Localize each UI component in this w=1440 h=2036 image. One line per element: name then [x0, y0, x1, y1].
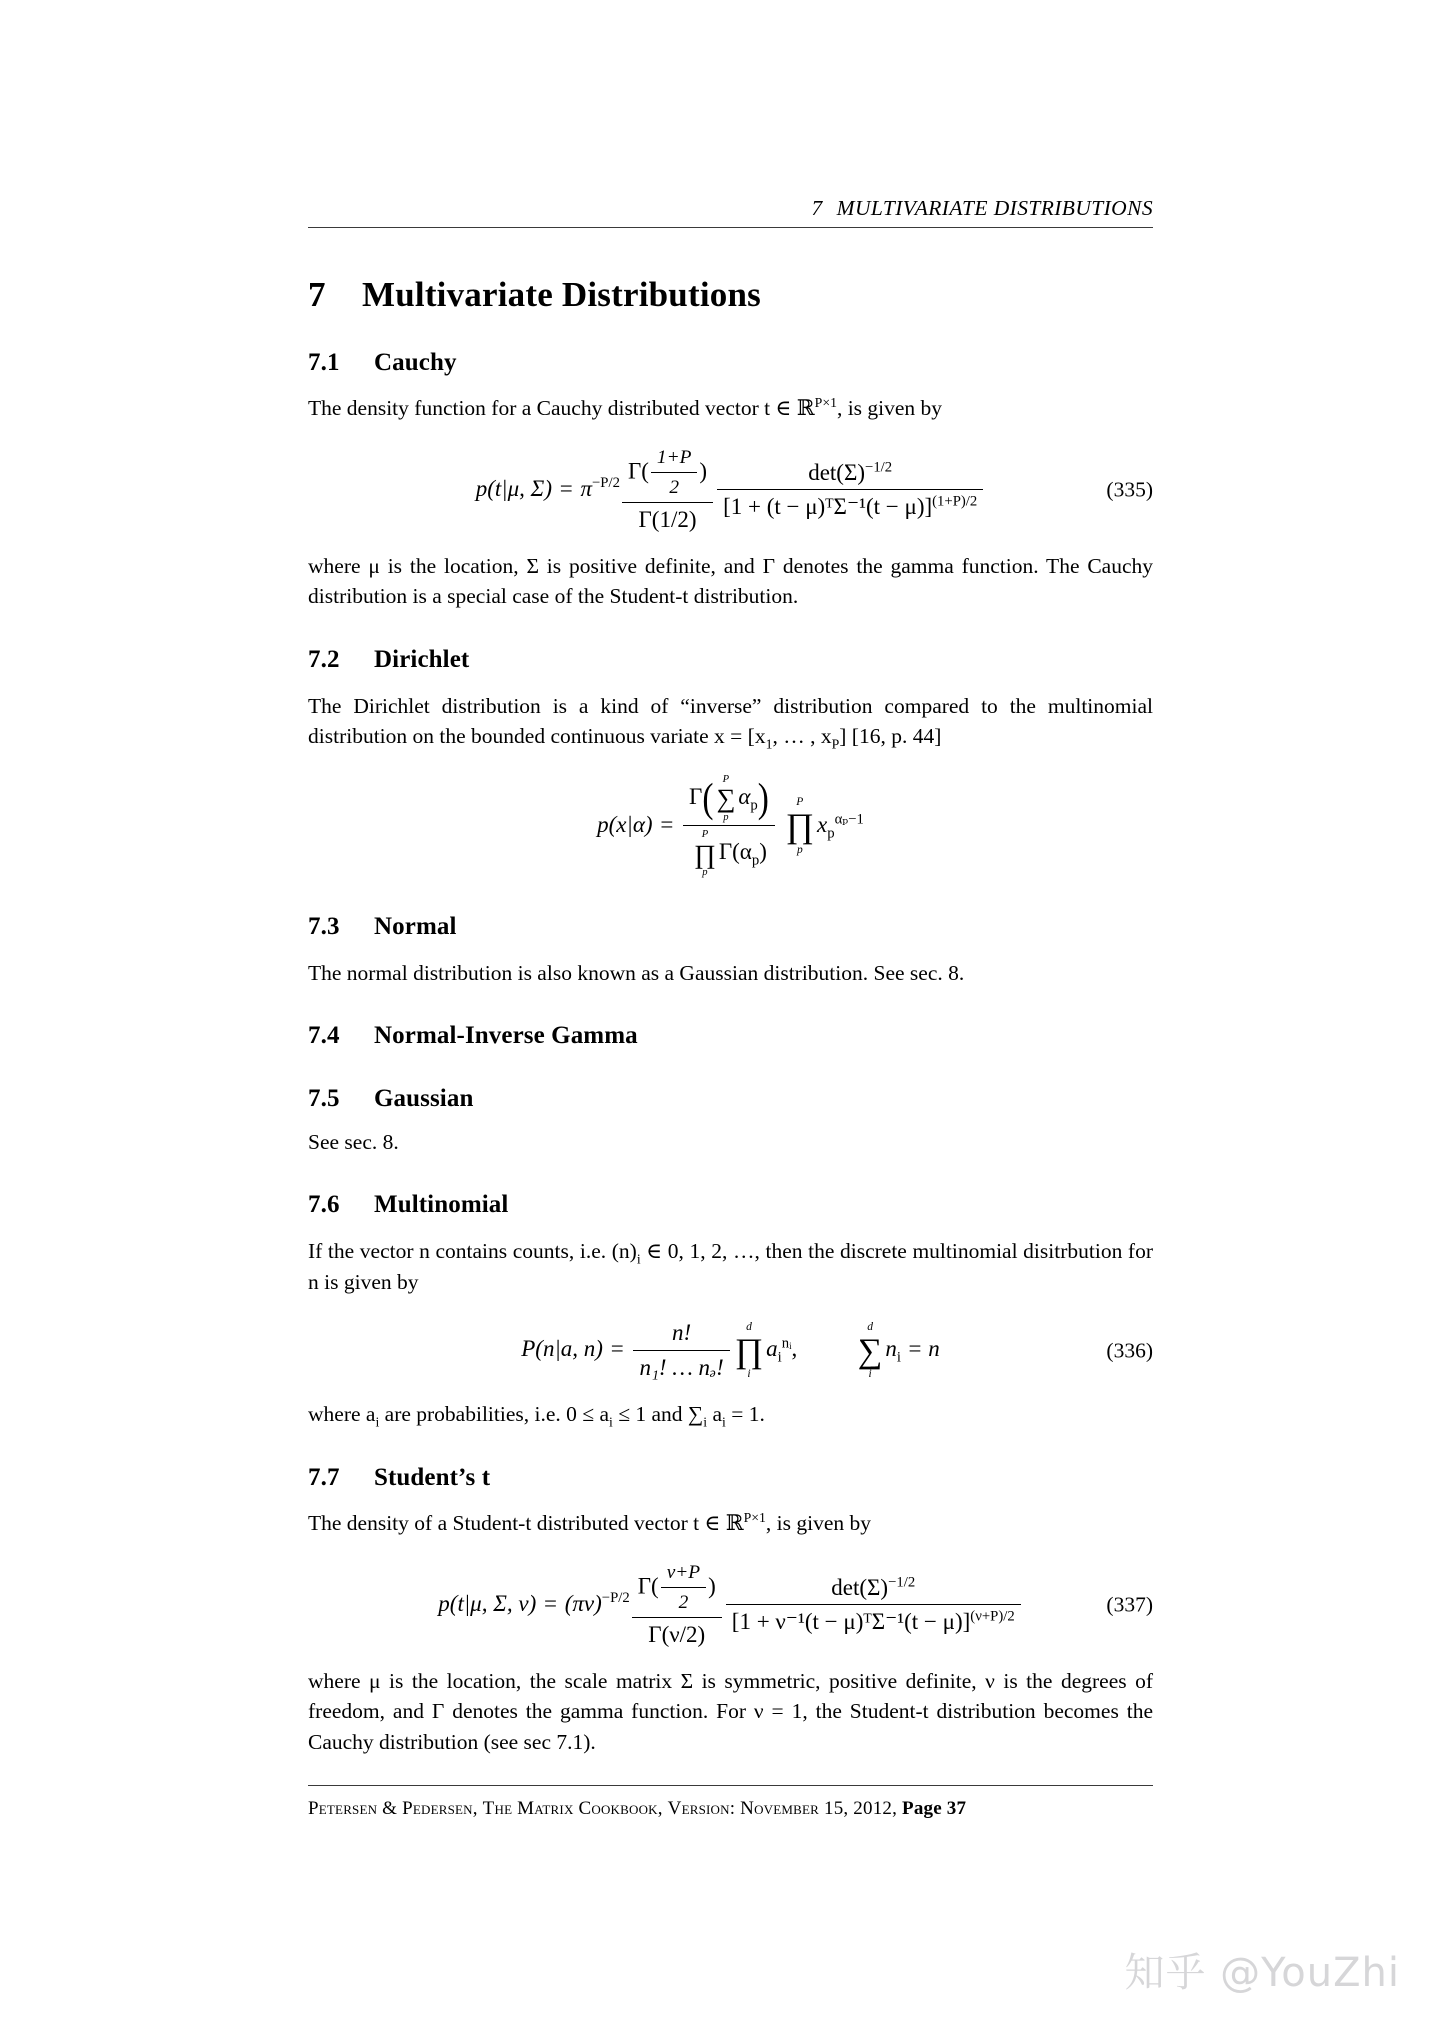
eq336-sum-tail: = n: [906, 1336, 940, 1362]
equation-336: [308, 1319, 1153, 1383]
subsection-heading-dirichlet: [308, 646, 1153, 675]
eq337-lhs: p(t|μ, Σ, ν): [438, 1590, 537, 1616]
eqdir-den-gamma-sub: p: [751, 853, 760, 870]
footer-rule: [308, 1785, 1153, 1786]
footer-authors: Petersen & Pedersen,: [308, 1798, 478, 1819]
dirichlet-intro-sub2: P: [831, 736, 840, 752]
subsection-heading-multinomial: [308, 1191, 1153, 1220]
eqdir-tail-prod-glyph: ∏: [785, 807, 815, 846]
subsection-heading-cauchy: [308, 349, 1153, 378]
eq336-sum-glyph: ∑: [857, 1331, 883, 1370]
equation-337: [308, 1561, 1153, 1650]
eq336-product-glyph: ∏: [734, 1331, 764, 1370]
eqdir-sum-lower: p: [723, 811, 729, 823]
equation-336-row: [308, 1319, 1153, 1383]
section-title: Multivariate Distributions: [362, 275, 761, 314]
eq337-gamma-open: Γ(: [637, 1573, 659, 1599]
eqdir-tail-prod: [786, 796, 814, 856]
eq336-product: [735, 1321, 763, 1381]
paragraph-students-t-after: where μ is the location, the scale matrix Σ is symmetric, positive definite, ν is the degrees of freedom, and Γ denotes the gamma function. For ν = 1, the Student-t distribution becomes the Cauchy distribution (see sec 7.1).: [308, 1668, 1153, 1754]
page-content: [308, 196, 1153, 1757]
subsection-heading-normal: [308, 913, 1153, 942]
running-head: [308, 196, 1153, 227]
eq336-product-body-sup: nᵢ: [781, 1335, 792, 1352]
cauchy-intro-text: The density function for a Cauchy distributed vector t ∈ ℝ: [308, 396, 815, 421]
multinomial-intro-a: If the vector n contains counts, i.e. (n): [308, 1239, 637, 1264]
students-t-intro-text: The density of a Student-t distributed vector t ∈ ℝ: [308, 1511, 744, 1536]
dirichlet-intro-sub1: 1: [765, 736, 773, 752]
section-number: 7: [308, 275, 326, 314]
header-rule: [308, 227, 1153, 228]
eq336-fraction: [633, 1319, 729, 1383]
subsection-number-gaussian: 7.5: [308, 1085, 340, 1113]
eq335-gamma-close: ): [699, 458, 708, 484]
multinomial-after-b: are probabilities, i.e. 0 ≤ a: [379, 1402, 609, 1427]
eqdir-tail-prod-upper: P: [796, 796, 804, 809]
cauchy-intro-tail: , is given by: [836, 396, 943, 421]
eqdir-tail-var-sup: αₚ−1: [834, 810, 864, 827]
eqdir-denominator: [683, 826, 775, 879]
subsection-number-normal-inverse-gamma: 7.4: [308, 1022, 340, 1050]
eq336-product-lower: i: [747, 1368, 751, 1381]
eq335-equals: =: [559, 475, 573, 501]
paragraph-dirichlet-intro: [308, 691, 1153, 752]
eq336-equals: =: [610, 1336, 624, 1362]
subsection-title-normal: Normal: [374, 913, 457, 941]
eq335-gamma-open: Γ(: [627, 458, 649, 484]
eq335-numerator-text: det(Σ): [808, 459, 866, 485]
multinomial-intro-b: ∈ 0, 1, 2, …, then the discrete multinomial disitrbution for n is given by: [308, 1239, 1153, 1294]
multinomial-intro-sub: i: [636, 1251, 641, 1267]
eq336-sum: [858, 1321, 883, 1381]
eq335-denominator-exponent: (1+P)/2: [932, 493, 978, 510]
eq337-gamma-close: ): [708, 1573, 716, 1599]
eq335-gamma-inner-top: 1+P: [651, 446, 698, 473]
dirichlet-citation: [16, p. 44]: [851, 724, 942, 749]
eq336-comma: ,: [791, 1336, 798, 1362]
eq336-sum-upper: d: [867, 1320, 873, 1333]
eq336-frac-top: n!: [633, 1319, 729, 1351]
section-heading: [308, 276, 1153, 315]
dirichlet-intro-mid: , … , x: [772, 724, 832, 749]
subsection-title-normal-inverse-gamma: Normal-Inverse Gamma: [374, 1022, 638, 1050]
paragraph-students-t-intro: [308, 1508, 1153, 1539]
students-t-intro-tail: , is given by: [765, 1511, 872, 1536]
eq337-denominator-exponent: (ν+P)/2: [970, 1608, 1015, 1625]
equation-336-number: (336): [1106, 1338, 1153, 1363]
eq335-denominator-text: [1 + (t − μ)ᵀΣ⁻¹(t − μ)]: [723, 494, 933, 520]
eq335-gamma-numerator: [622, 446, 713, 503]
eq335-lhs: p(t|μ, Σ): [475, 475, 552, 501]
eq337-main-denominator: [726, 1605, 1021, 1637]
paragraph-multinomial-after: [308, 1399, 1153, 1430]
eq337-gamma-denominator: Γ(ν/2): [648, 1622, 706, 1648]
eqdir-tail-var: x: [817, 811, 828, 837]
paragraph-multinomial-intro: [308, 1236, 1153, 1297]
footer-version-date: November 15, 2012,: [740, 1798, 898, 1819]
eq335-prefactor-exponent: −P/2: [592, 474, 620, 491]
cauchy-intro-superscript: P×1: [814, 395, 837, 411]
equation-335: [308, 446, 1153, 535]
eq337-denominator-text: [1 + ν⁻¹(t − μ)ᵀΣ⁻¹(t − μ)]: [731, 1609, 971, 1635]
running-head-number: 7: [811, 196, 823, 220]
eq337-gamma-inner-frac: [661, 1561, 706, 1615]
eq337-gamma-inner-bot: 2: [678, 1592, 689, 1613]
paragraph-cauchy-intro: [308, 393, 1153, 424]
eq335-main-denominator: [717, 490, 983, 522]
eqdir-prod-upper: P: [701, 829, 709, 841]
eq336-sum-body: n: [885, 1336, 897, 1362]
multinomial-after-c: ≤ 1 and ∑: [612, 1402, 704, 1427]
eq335-numerator-exponent: −1/2: [865, 458, 893, 475]
footer-version-label: Version:: [667, 1798, 736, 1819]
eqdir-prod: [694, 829, 716, 879]
dirichlet-intro-tail: ]: [839, 724, 847, 749]
eq335-gamma-inner-frac: [651, 446, 698, 500]
eqdir-alpha-sub: p: [750, 797, 758, 814]
eq337-prefactor-base: (πν): [564, 1590, 602, 1616]
multinomial-after-a: where a: [308, 1402, 376, 1427]
eqdir-tail-prod-lower: p: [796, 843, 803, 856]
eq335-prefactor-base: π: [580, 475, 592, 501]
eq337-gamma-numerator: [632, 1561, 722, 1618]
footer-page-label: Page 37: [902, 1798, 967, 1819]
subsection-heading-normal-inverse-gamma: [308, 1022, 1153, 1051]
equation-337-row: [308, 1561, 1153, 1650]
eq335-main-fraction: [717, 459, 983, 523]
eqdir-prod-glyph: ∏: [694, 838, 716, 869]
eq335-gamma-denominator: Γ(1/2): [638, 507, 697, 533]
subsection-number-normal: 7.3: [308, 913, 340, 941]
eq337-numerator-exponent: −1/2: [888, 1573, 916, 1590]
subsection-number-dirichlet: 7.2: [308, 645, 340, 673]
multinomial-after-e: = 1.: [725, 1402, 765, 1427]
paragraph-gaussian: See sec. 8.: [308, 1129, 399, 1154]
equation-335-row: [308, 446, 1153, 535]
eq336-lhs: P(n|a, n): [521, 1336, 603, 1362]
eqdir-paren-open: (: [702, 774, 714, 822]
subsection-title-multinomial: Multinomial: [374, 1191, 509, 1219]
eq336-product-upper: d: [746, 1320, 752, 1333]
eqdir-sum: [716, 774, 735, 824]
equation-dirichlet: [308, 774, 1153, 879]
eqdir-gamma: Γ: [689, 783, 703, 809]
running-head-title: MULTIVARIATE DISTRIBUTIONS: [836, 196, 1153, 220]
eq337-main-numerator: [726, 1574, 1021, 1606]
eqdir-den-gamma-close: ): [759, 839, 767, 865]
eqdir-paren-close: ): [757, 774, 769, 822]
multinomial-after-sub3: i: [703, 1414, 708, 1430]
eqdir-prod-lower: p: [702, 867, 708, 879]
eq337-equals: =: [544, 1590, 557, 1616]
multinomial-after-sub2: i: [609, 1414, 613, 1430]
equation-337-number: (337): [1106, 1592, 1153, 1617]
paragraph-normal: The normal distribution is also known as a Gaussian distribution. See sec. 8.: [308, 960, 965, 985]
eq335-gamma-ratio: [622, 446, 713, 535]
multinomial-after-sub1: i: [375, 1414, 380, 1430]
footer-text: [308, 1798, 1153, 1820]
eqdir-equals: =: [660, 811, 674, 837]
eq336-sum-lower: i: [868, 1368, 872, 1381]
subsection-number-students-t: 7.7: [308, 1463, 340, 1491]
subsection-heading-gaussian: [308, 1085, 1153, 1114]
eq337-prefactor-exponent: −P/2: [601, 1590, 630, 1606]
subsection-title-cauchy: Cauchy: [374, 348, 457, 376]
subsection-title-students-t: Student’s t: [374, 1463, 491, 1491]
subsection-title-gaussian: Gaussian: [374, 1085, 474, 1113]
eq337-main-fraction: [726, 1574, 1021, 1638]
students-t-intro-superscript: P×1: [743, 1510, 766, 1526]
eq336-frac-bot: n₁! … nₔ!: [639, 1354, 724, 1380]
eq336-sum-body-sub: i: [896, 1349, 901, 1366]
eq336-product-body: a: [766, 1336, 778, 1362]
eqdir-fraction: [683, 774, 775, 879]
multinomial-after-d: a: [707, 1402, 722, 1427]
eq337-gamma-ratio: [632, 1561, 722, 1650]
eqdir-numerator: [683, 774, 775, 827]
subsection-number-cauchy: 7.1: [308, 348, 340, 376]
eqdir-alpha: α: [738, 783, 751, 809]
eq335-gamma-inner-bot: 2: [669, 476, 679, 498]
multinomial-after-sub4: i: [722, 1414, 726, 1430]
eqdir-sum-upper: P: [722, 773, 730, 785]
eqdir-den-gamma: Γ(α: [718, 839, 752, 865]
subsection-heading-students-t: [308, 1464, 1153, 1493]
watermark: 知乎 @YouZhi: [1124, 1950, 1400, 1996]
page-footer: [308, 1785, 1153, 1820]
eq335-main-numerator: [717, 459, 983, 491]
eqdir-tail-var-sub: p: [827, 825, 835, 842]
eqdir-lhs: p(x|α): [597, 811, 653, 837]
eqdir-sum-glyph: ∑: [716, 783, 736, 814]
subsection-number-multinomial: 7.6: [308, 1191, 340, 1219]
equation-335-number: (335): [1106, 477, 1153, 502]
equation-dirichlet-row: [308, 774, 1153, 879]
eq337-numerator-text: det(Σ): [831, 1574, 889, 1600]
subsection-title-dirichlet: Dirichlet: [374, 645, 470, 673]
dirichlet-intro-a: The Dirichlet distribution is a kind of “inverse” distribution compared to the multinomial distribution on the bounded continuous variate x = [x: [308, 693, 1153, 749]
eq336-product-body-sub: i: [777, 1349, 782, 1366]
footer-work: The Matrix Cookbook,: [482, 1798, 663, 1819]
eq337-gamma-inner-top: ν+P: [661, 1561, 706, 1588]
paragraph-cauchy-after: where μ is the location, Σ is positive definite, and Γ denotes the gamma function. The Cauchy distribution is a special case of the Student-t distribution.: [308, 553, 1153, 609]
